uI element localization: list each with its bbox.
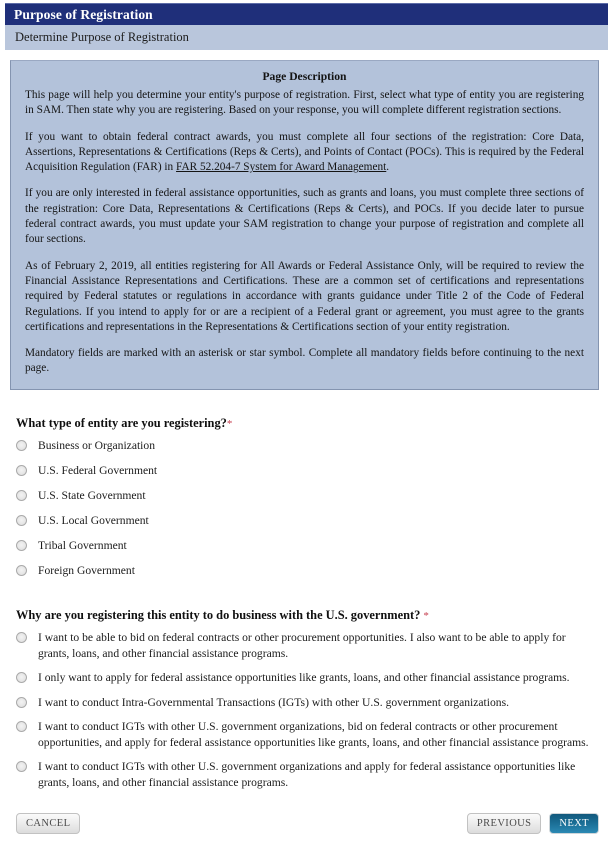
radio-button-icon[interactable] [16,565,27,576]
radio-button-icon[interactable] [16,697,27,708]
registration-reason-question-text: Why are you registering this entity to do business with the U.S. government? [16,608,421,623]
radio-button-icon[interactable] [16,632,27,643]
radio-option-us-local-government[interactable] [16,513,599,529]
radio-option-label: U.S. Federal Government [38,463,158,477]
radio-option-foreign-government[interactable] [16,563,599,579]
previous-button[interactable]: PREVIOUS [467,813,542,834]
cancel-button[interactable]: CANCEL [16,813,80,834]
entity-type-question-text: What type of entity are you registering? [16,415,227,430]
radio-option-label: I want to be able to bid on federal contracts or other procurement opportunities. I also want to be able to apply for grants, loans, and other financial assistance programs. [38,631,566,660]
required-asterisk: * [226,417,233,430]
far-52-204-7-link[interactable]: FAR 52.204-7 System for Award Management [176,161,387,174]
radio-button-icon[interactable] [16,540,27,551]
radio-option-igt-and-federal-assistance[interactable] [16,759,599,790]
radio-button-icon[interactable] [16,465,27,476]
radio-option-federal-assistance-only[interactable] [16,670,599,686]
radio-button-icon[interactable] [16,440,27,451]
radio-option-us-federal-government[interactable] [16,463,599,479]
entity-type-question-label [16,416,599,431]
radio-button-icon[interactable] [16,515,27,526]
radio-option-label: Tribal Government [38,538,127,552]
radio-option-label: U.S. Local Government [38,513,149,527]
registration-reason-question-label [16,608,599,623]
radio-option-label: I want to conduct Intra-Governmental Transactions (IGTs) with other U.S. government organizations. [38,695,509,709]
radio-button-icon[interactable] [16,672,27,683]
radio-option-label: Foreign Government [38,563,135,577]
page-description-panel [10,60,599,390]
next-button[interactable]: NEXT [549,813,599,834]
page-description-paragraph-4: As of February 2, 2019, all entities registering for All Awards or Federal Assistance Only, will be required to review the Financial Assistance Representations and Certifications. These are a common set of certifications and representations required by Federal statutes or regulations in accordance with grants guidance under Title 2 of the Code of Federal Regulations. If you intend to apply for or are a recipient of a Federal grant or agreement, you must agree to the grants certifications and representations in the Representations & Certifications section of your entity registration. [25,259,584,333]
radio-button-icon[interactable] [16,761,27,772]
page-title-bar [5,3,608,25]
radio-button-icon[interactable] [16,490,27,501]
radio-option-label: Business or Organization [38,438,155,452]
page-description-heading: Page Description [262,70,347,83]
page-subtitle-bar [5,25,608,50]
footer-right-buttons [467,813,599,834]
paragraph-2-text-after-link: . [386,161,390,174]
page-subtitle: Determine Purpose of Registration [15,30,189,44]
entity-type-question-group [16,416,599,579]
page-description-paragraph-1: This page will help you determine your entity's purpose of registration. First, select what type of entity you are registering in SAM. Then state why you are registering. Based on your response, you will complete different registration sections. [25,89,584,117]
paragraph-2-text-before-link: If you want to obtain federal contract awards, you must complete all four sections of the registration: Core Data, Assertions, Representations & Certifications (Reps & Certs), and Points of Contact (POCs). This is required by the Federal Acquisition Regulation (FAR) in [25,130,584,174]
radio-option-igt-only[interactable] [16,695,599,711]
radio-option-label: I want to conduct IGTs with other U.S. government organizations, bid on federal contracts or other procurement opportunities, and apply for federal assistance opportunities like grants, loans, and other financial assistance programs. [38,720,589,749]
page-description-paragraph-2 [25,130,584,176]
radio-option-tribal-government[interactable] [16,538,599,554]
registration-reason-question-group [16,608,599,790]
radio-option-label: I only want to apply for federal assistance opportunities like grants, loans, and other financial assistance programs. [38,671,570,685]
radio-button-icon[interactable] [16,721,27,732]
page-description-paragraph-5: Mandatory fields are marked with an asterisk or star symbol. Complete all mandatory fields before continuing to the next page. [25,347,584,375]
page-description-paragraph-3: If you are only interested in federal assistance opportunities, such as grants and loans, you must complete three sections of the registration: Core Data, Representations & Certifications (Reps & Certs), and POCs. If you decide later to pursue federal contract awards, you must update your SAM registration to change your purpose of registration and complete all four sections. [25,187,584,246]
radio-option-igt-and-all-awards[interactable] [16,719,599,750]
radio-option-label: I want to conduct IGTs with other U.S. government organizations and apply for federal assistance opportunities like grants, loans, and other financial assistance programs. [38,760,576,789]
page-title: Purpose of Registration [14,6,153,22]
radio-option-all-awards[interactable] [16,630,599,661]
required-asterisk: * [423,610,429,623]
radio-option-label: U.S. State Government [38,488,146,502]
radio-option-us-state-government[interactable] [16,488,599,504]
radio-option-business-or-organization[interactable] [16,438,599,454]
footer-button-bar [0,811,613,835]
